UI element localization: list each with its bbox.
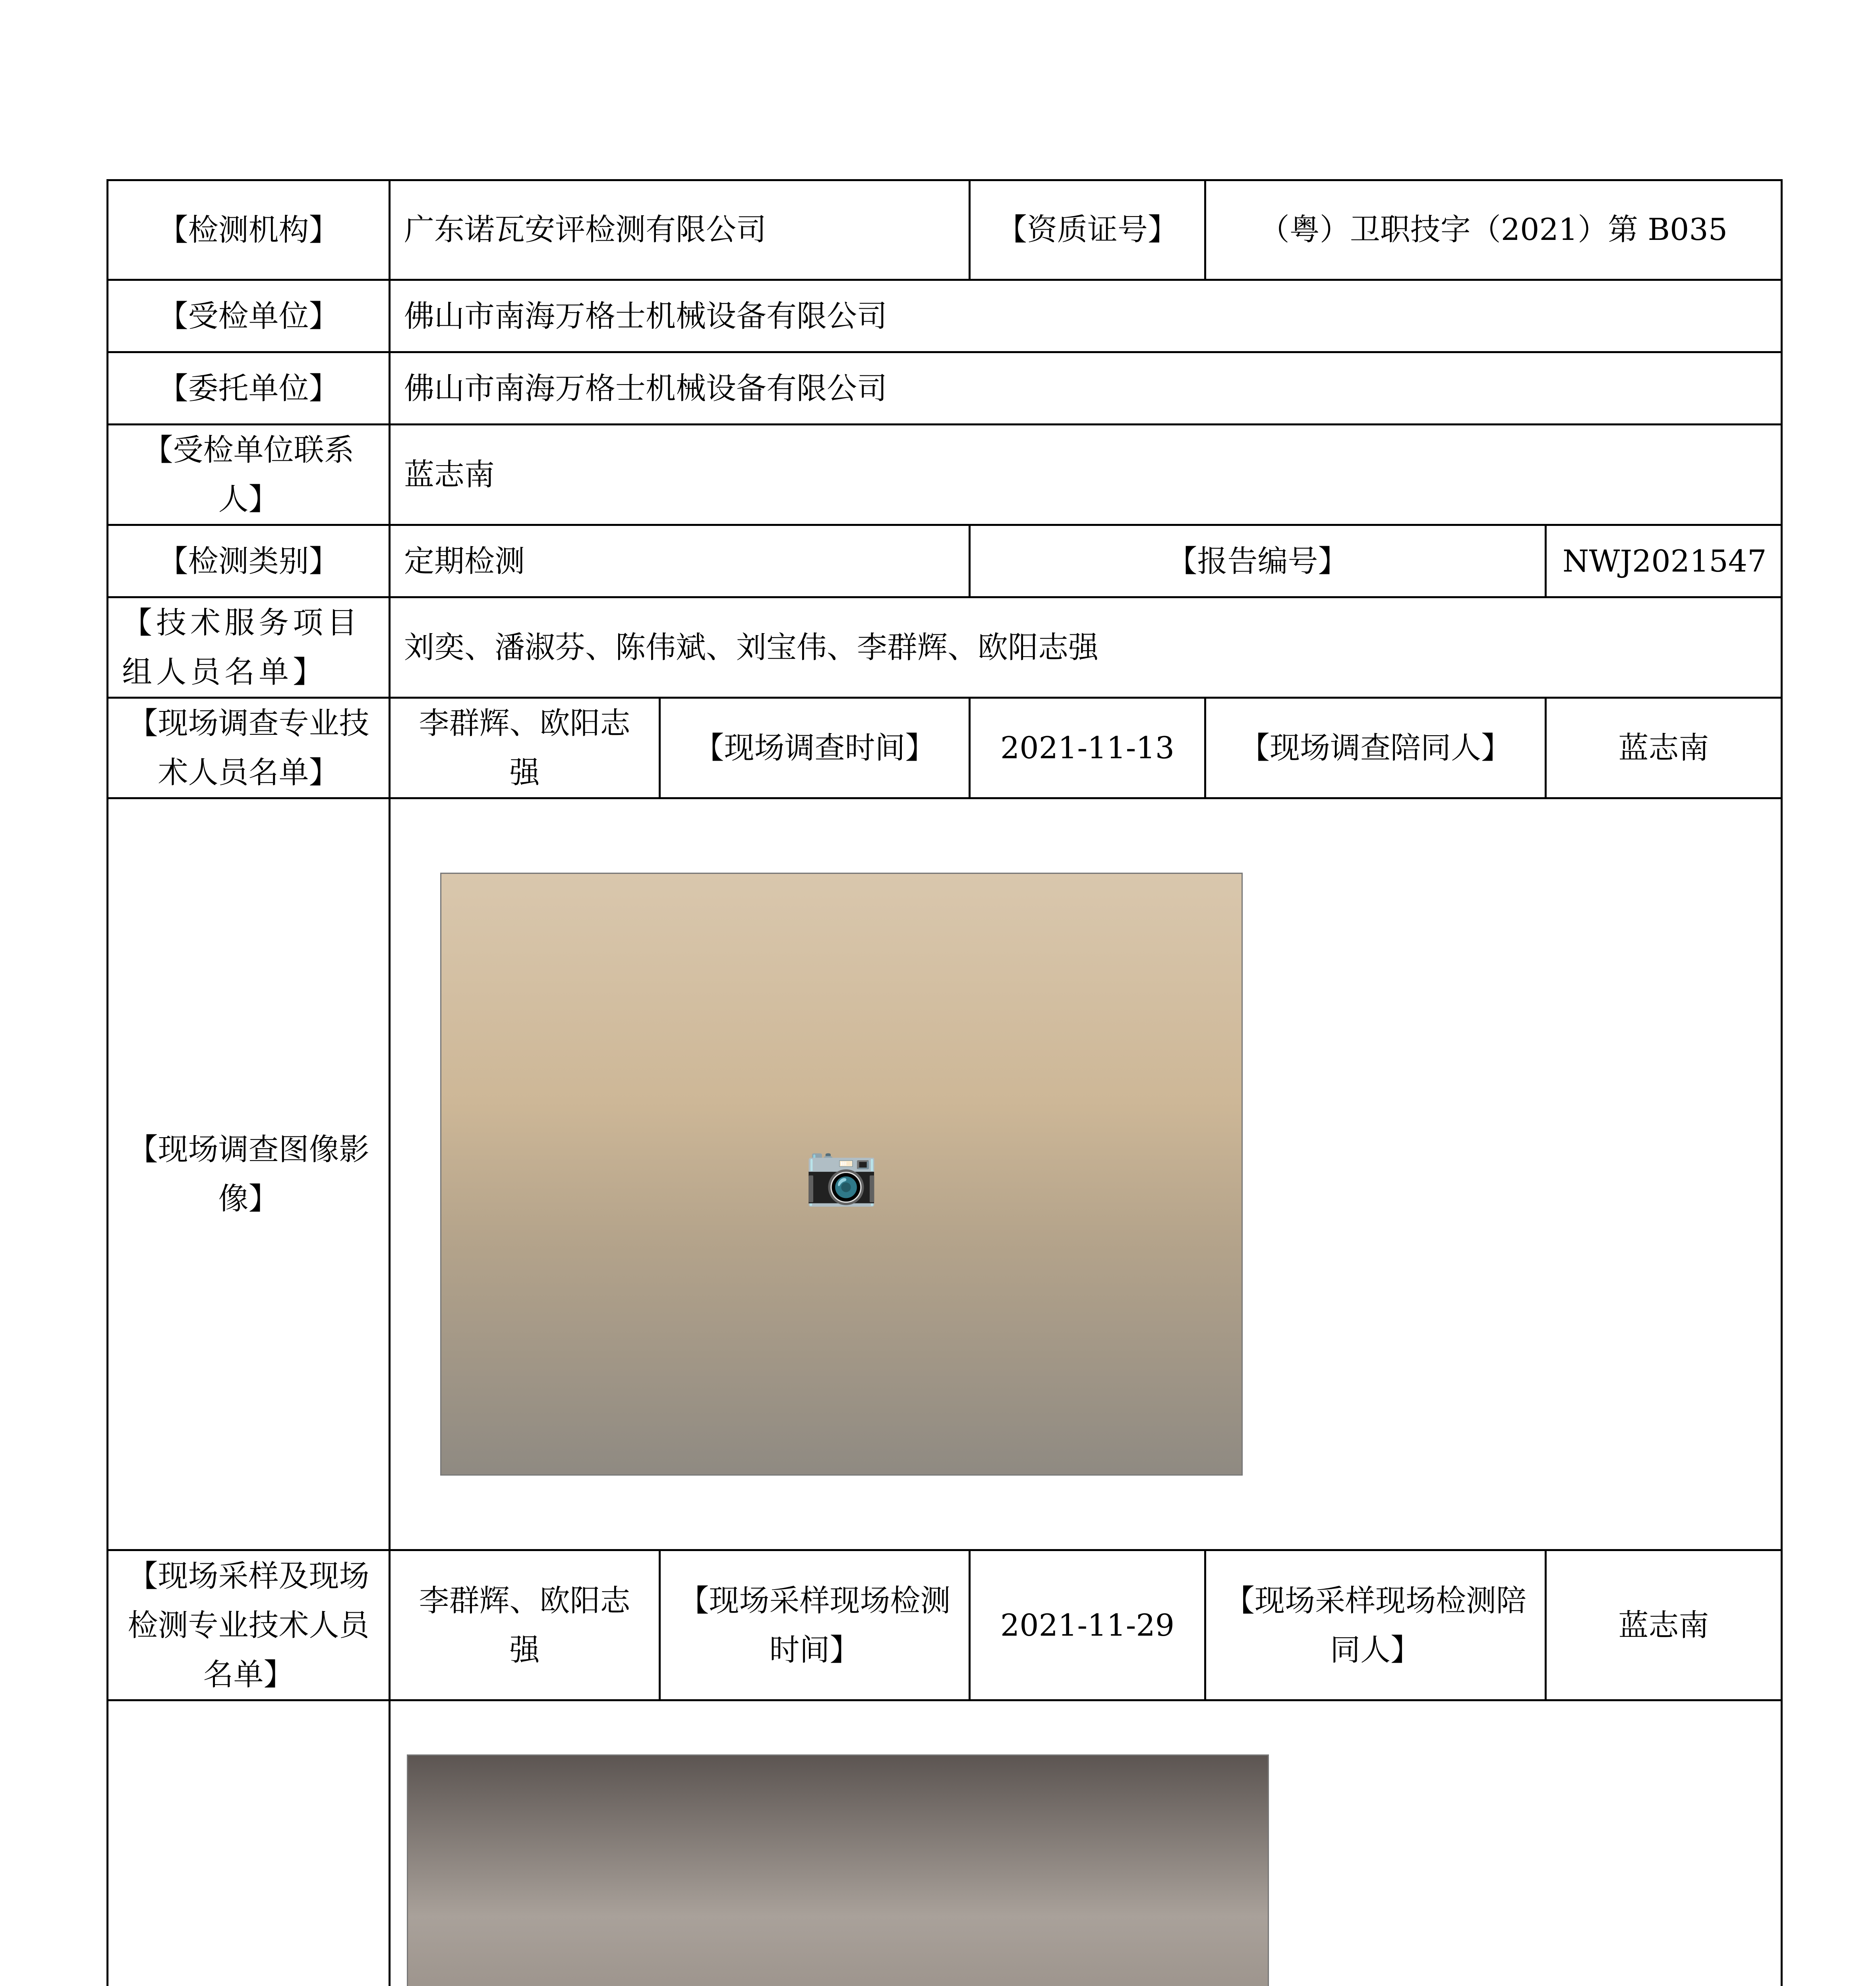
sampling-staff-value: 李群辉、欧阳志强: [390, 1550, 660, 1700]
report-no-label: 【报告编号】: [970, 525, 1546, 597]
survey-photo-cell: [390, 798, 1782, 1550]
team-value: 刘奕、潘淑芬、陈伟斌、刘宝伟、李群辉、欧阳志强: [390, 597, 1782, 698]
row-survey-photo: [108, 798, 1782, 1550]
sampling-photo-label: [108, 1700, 390, 1986]
contact-label: 【受检单位联系人】: [108, 425, 390, 525]
row-sampling: [108, 1550, 1782, 1700]
report-sheet: [106, 179, 1781, 1986]
survey-companion-value: 蓝志南: [1546, 698, 1782, 798]
row-sampling-photo: [108, 1700, 1782, 1986]
inspection-agency-label: 【检测机构】: [108, 180, 390, 280]
entrusting-unit-value: 佛山市南海万格士机械设备有限公司: [390, 352, 1782, 425]
sampling-companion-value: 蓝志南: [1546, 1550, 1782, 1700]
sampling-staff-label: 【现场采样及现场检测专业技术人员名单】: [108, 1550, 390, 1700]
camera-icon: 📷: [804, 1140, 879, 1209]
survey-time-label: 【现场调查时间】: [660, 698, 970, 798]
qualification-no-value: （粤）卫职技字（2021）第 B035: [1205, 180, 1782, 280]
contact-value: 蓝志南: [390, 425, 1782, 525]
sampling-site-photo: [407, 1754, 1269, 1986]
survey-site-photo: [440, 873, 1243, 1476]
survey-photo-label: 【现场调查图像影像】: [108, 798, 390, 1550]
entrusting-unit-label: 【委托单位】: [108, 352, 390, 425]
category-value: 定期检测: [390, 525, 970, 597]
survey-time-value: 2021-11-13: [970, 698, 1205, 798]
report-no-value: NWJ2021547: [1546, 525, 1782, 597]
sampling-time-label: 【现场采样现场检测时间】: [660, 1550, 970, 1700]
inspected-unit-value: 佛山市南海万格士机械设备有限公司: [390, 280, 1782, 352]
row-contact: [108, 425, 1782, 525]
sampling-photo-cell: [390, 1700, 1782, 1986]
qualification-no-label: 【资质证号】: [970, 180, 1205, 280]
survey-companion-label: 【现场调查陪同人】: [1205, 698, 1546, 798]
row-team: [108, 597, 1782, 698]
sampling-companion-label: 【现场采样现场检测陪同人】: [1205, 1550, 1546, 1700]
row-inspected-unit: [108, 280, 1782, 352]
row-survey: [108, 698, 1782, 798]
sampling-time-value: 2021-11-29: [970, 1550, 1205, 1700]
survey-staff-label: 【现场调查专业技术人员名单】: [108, 698, 390, 798]
team-label: 【技术服务项目组人员名单】: [108, 597, 390, 698]
row-inspection-agency: [108, 180, 1782, 280]
row-category: [108, 525, 1782, 597]
category-label: 【检测类别】: [108, 525, 390, 597]
inspection-agency-value: 广东诺瓦安评检测有限公司: [390, 180, 970, 280]
inspected-unit-label: 【受检单位】: [108, 280, 390, 352]
row-entrusting-unit: [108, 352, 1782, 425]
survey-staff-value: 李群辉、欧阳志强: [390, 698, 660, 798]
inspection-record-table: [106, 179, 1783, 1986]
